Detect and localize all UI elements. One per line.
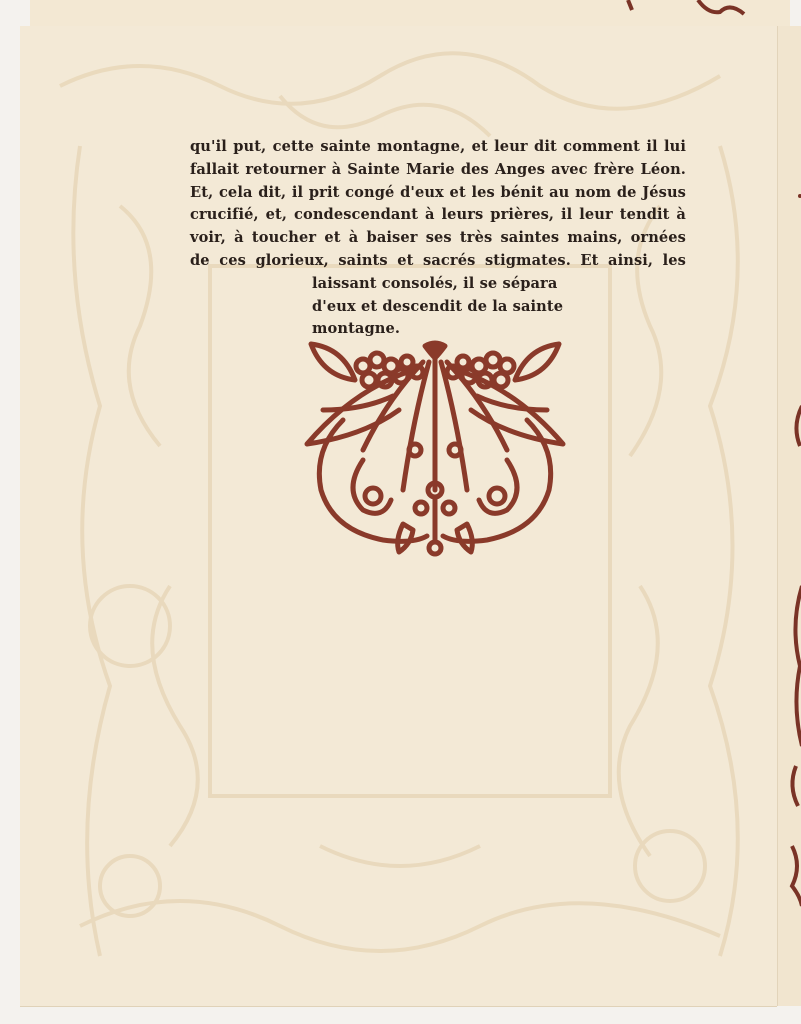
- text-line: voir, à toucher et à baiser ses très saintes mains, ornées: [190, 229, 686, 247]
- text-line: d'eux et descendit de la sainte: [312, 297, 564, 315]
- text-line: Et, cela dit, il prit congé d'eux et les bénit au nom de Jésus: [190, 183, 686, 201]
- book-page: [20, 26, 777, 1006]
- text-line: de ces glorieux, saints et sacrés stigmates. Et ainsi, les: [190, 251, 686, 269]
- text-line: laissant consolés, il se sépara: [312, 274, 558, 292]
- next-page-ornament-fragment: [778, 26, 801, 1006]
- text-line: montagne.: [312, 320, 401, 338]
- text-line: qu'il put, cette sainte montagne, et leur dit comment il lui: [190, 138, 686, 155]
- previous-page-ornament-fragment: [30, 0, 790, 26]
- next-page-edge: [777, 26, 801, 1006]
- previous-page-edge: [30, 0, 790, 27]
- floral-vignette-icon: [303, 340, 567, 560]
- body-text: [190, 136, 686, 341]
- text-line: fallait retourner à Sainte Marie des Anges avec frère Léon.: [190, 160, 686, 178]
- text-line: crucifié, et, condescendant à leurs prières, il leur tendit à: [190, 206, 686, 224]
